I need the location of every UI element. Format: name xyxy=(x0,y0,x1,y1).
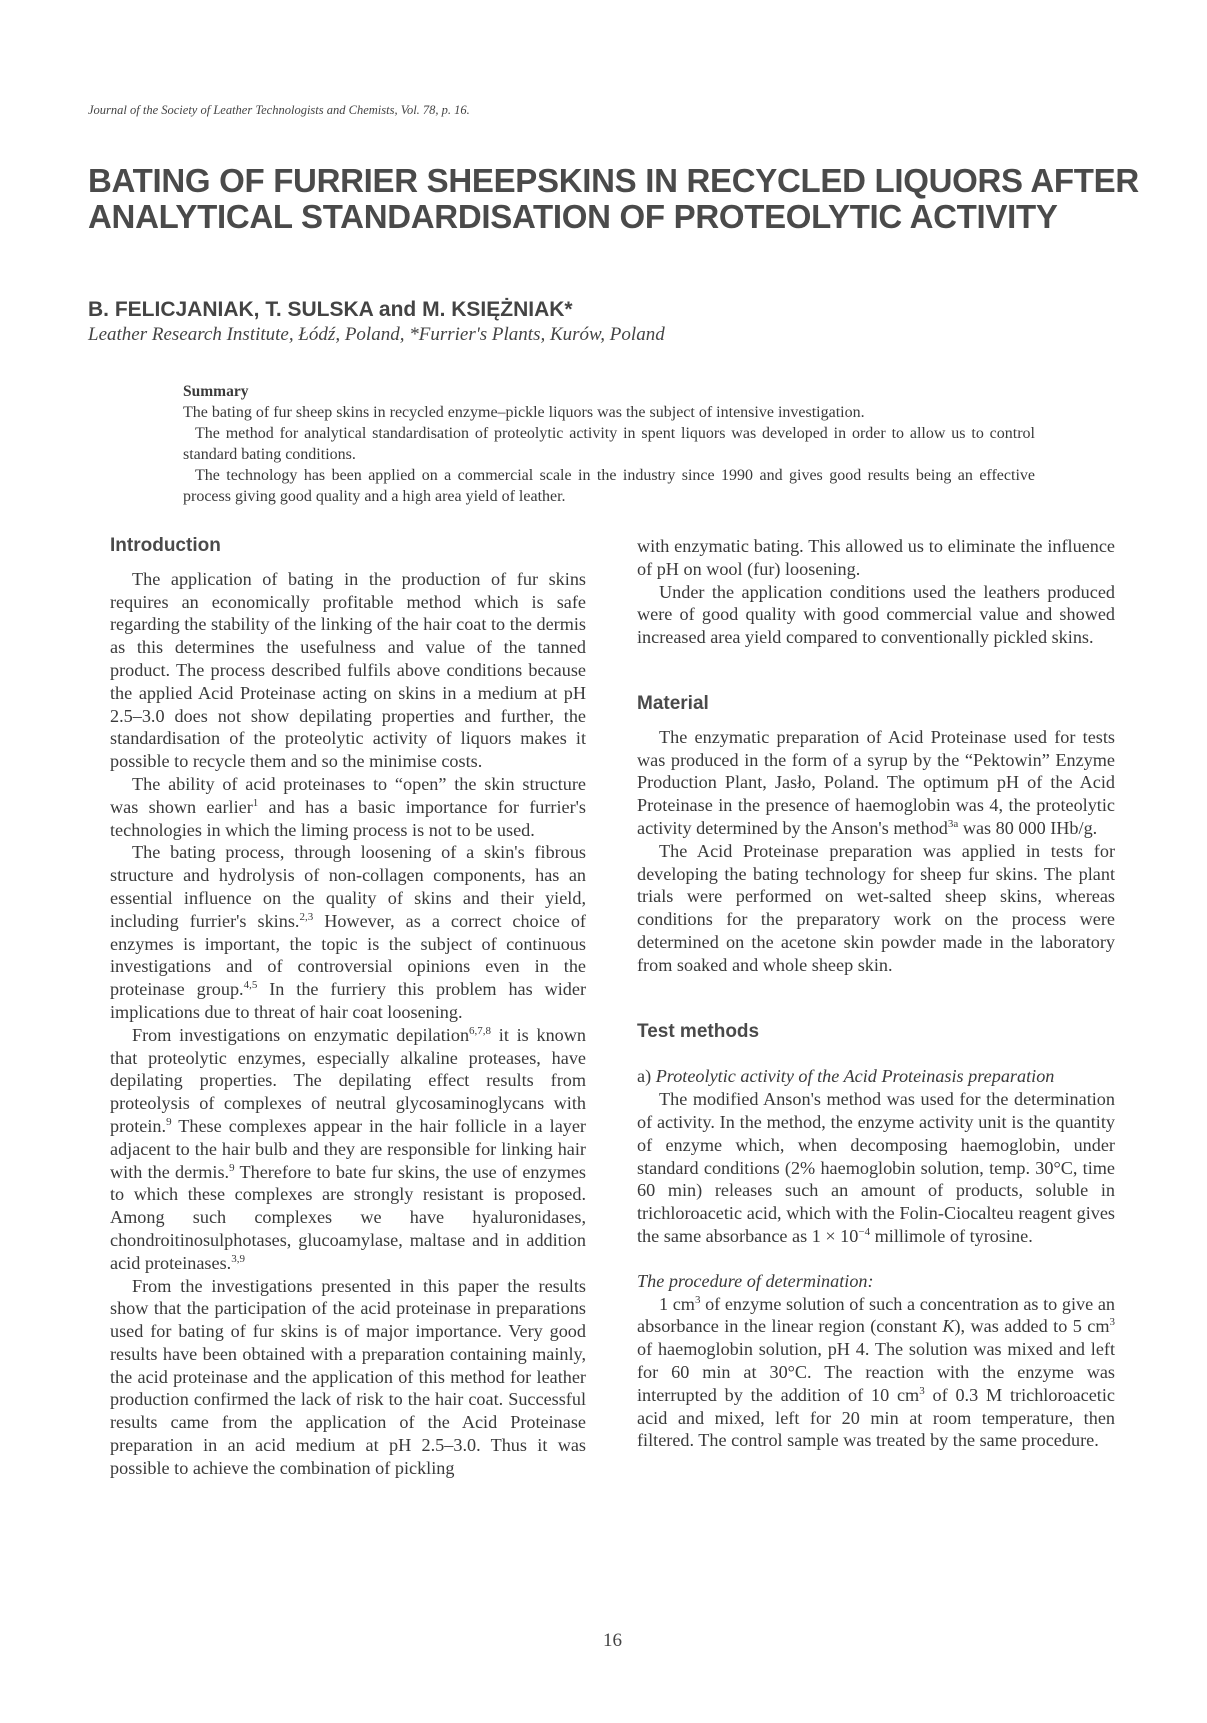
journal-reference: Journal of the Society of Leather Technologists and Chemists, Vol. 78, p. 16. xyxy=(88,103,470,117)
page-number: 16 xyxy=(603,1630,622,1651)
text-run: From investigations on enzymatic depilation xyxy=(132,1024,470,1045)
citation-ref: 6,7,8 xyxy=(469,1024,492,1037)
citation-ref: 3,9 xyxy=(231,1252,245,1265)
text-run: The bating process, through loosening of a skin's fibrous structure and hydrolysis of non-collagen components, has an essential influence on the quality of skins and their yield, including furrier's skins. xyxy=(110,842,586,931)
body-paragraph: From the investigations presented in this paper the results show that the participation of the acid proteinase in preparations used for bating of fur skins is of major importance. Very good results have been obtained with a preparation containing mainly, the acid proteinase and the application of this method for leather production confirmed the lack of risk to the hair coat. Successful results came from the application of the Acid Proteinase preparation in an acid medium at pH 2.5–3.0. Thus it was possible to achieve the combination of pickling xyxy=(110,1275,586,1478)
text-run: millimole of tyrosine. xyxy=(870,1225,1033,1246)
body-paragraph: Under the application conditions used the leathers produced were of good quality with good commercial value and showed increased area yield compared to conventionally pickled skins. xyxy=(637,581,1115,648)
exponent: 3 xyxy=(919,1384,925,1397)
text-run: 1 cm xyxy=(659,1293,695,1314)
subsection-heading xyxy=(637,1065,1115,1088)
subsection-title: Proteolytic activity of the Acid Proteinasis preparation xyxy=(655,1066,1055,1087)
body-paragraph-continued: with enzymatic bating. This allowed us to eliminate the influence of pH on wool (fur) loosening. xyxy=(637,536,1115,579)
constant-symbol: K xyxy=(942,1316,955,1337)
procedure-heading: The procedure of determination: xyxy=(637,1270,874,1291)
summary-paragraph: The method for analytical standardisation of proteolytic activity in spent liquors was developed in order to allow us to control standard bating conditions. xyxy=(183,425,1035,463)
material-heading: Material xyxy=(637,692,709,714)
body-paragraph xyxy=(110,773,586,841)
citation-ref: 1 xyxy=(252,796,259,809)
introduction-heading: Introduction xyxy=(110,535,221,556)
citation-ref: 9 xyxy=(229,1161,235,1174)
left-column xyxy=(110,535,586,1480)
citation-ref: 3a xyxy=(947,817,959,830)
text-run: The ability of acid proteinases to “open” the skin structure was shown earlier xyxy=(110,773,586,817)
summary-paragraph: The technology has been applied on a commercial scale in the industry since 1990 and gives good results being an effective process giving good quality and a high area yield of leather. xyxy=(183,467,1035,505)
text-run: ), was added to 5 cm xyxy=(954,1316,1110,1337)
body-paragraph xyxy=(110,1024,586,1275)
body-paragraph xyxy=(637,1293,1115,1453)
text-run: The modified Anson's method was used for the determination of activity. In the method, the enzyme activity unit is the quantity of enzyme which, when decomposing haemoglobin, under standard conditions (2% haemoglobin solution, temp. 30°C, time 60 min) releases such an amount of products, soluble in trichloroacetic acid, which with the Folin-Ciocalteu reagent gives the same absorbance as 1 × 10 xyxy=(637,1089,1115,1246)
article-title: BATING OF FURRIER SHEEPSKINS IN RECYCLED LIQUORS AFTER ANALYTICAL STANDARDISATION OF PROTEOLYTIC ACTIVITY xyxy=(88,162,1139,235)
summary-paragraph: The bating of fur sheep skins in recycled enzyme–pickle liquors was the subject of intensive investigation. xyxy=(183,404,865,421)
subsection-label: a) xyxy=(637,1066,656,1087)
citation-ref: 2,3 xyxy=(299,910,314,923)
body-paragraph xyxy=(637,1088,1115,1248)
exponent: 3 xyxy=(694,1293,701,1306)
exponent: 3 xyxy=(1109,1316,1115,1329)
authors: B. FELICJANIAK, T. SULSKA and M. KSIĘŻNIAK* xyxy=(88,298,573,321)
body-paragraph: The application of bating in the production of fur skins requires an economically profitable method which is safe regarding the stability of the linking of the hair coat to the dermis as this determines the usefulness and value of the tanned product. The process described fulfils above conditions because the applied Acid Proteinase acting on skins in a medium at pH 2.5–3.0 does not show depilating properties and further, the standardisation of the proteolytic activity of liquors makes it possible to recycle them and so the minimise costs. xyxy=(110,568,586,772)
text-run: was 80 000 IHb/g. xyxy=(958,817,1098,838)
exponent: −4 xyxy=(858,1225,871,1238)
right-column xyxy=(637,535,1115,1452)
affiliation: Leather Research Institute, Łódź, Poland, *Furrier's Plants, Kurów, Poland xyxy=(88,324,665,345)
text-run: of haemoglobin solution, pH 4. The solution was mixed and left for 60 min at 30°C. The reaction with the enzyme was interrupted by the addition of 10 cm xyxy=(637,1339,1115,1405)
summary-block xyxy=(183,381,1035,507)
body-paragraph xyxy=(110,841,586,1023)
body-paragraph xyxy=(637,726,1115,840)
text-run: and has a basic importance for furrier's technologies in which the liming process is not to be used. xyxy=(110,796,586,840)
text-run: In the furriery this problem has wider implications due to threat of hair coat loosening. xyxy=(110,979,587,1022)
text-run: it is known that proteolytic enzymes, especially alkaline proteases, have depilating properties. The depilating effect results from proteolysis of complexes of neutral glycosaminoglycans with protein. xyxy=(110,1024,586,1136)
text-run: Therefore to bate fur skins, the use of enzymes to which these complexes are strongly resistant is proposed. Among such complexes we have hyaluronidases, chondroitinosulphotases, glucoamylase, maltase and in addition acid proteinases. xyxy=(110,1161,586,1273)
summary-heading: Summary xyxy=(183,383,249,400)
text-run: of enzyme solution of such a concentration as to give an absorbance in the linear region (constant xyxy=(637,1293,1115,1337)
citation-ref: 9 xyxy=(166,1115,172,1128)
text-run: However, as a correct choice of enzymes is important, the topic is the subject of continuous investigations and of controversial opinions even in the proteinase group. xyxy=(110,910,586,1000)
test-methods-heading: Test methods xyxy=(637,1020,760,1042)
citation-ref: 4,5 xyxy=(243,979,258,992)
text-run: of 0.3 M trichloroacetic acid and mixed, left for 20 min at room temperature, then filtered. The control sample was treated by the same procedure. xyxy=(637,1384,1115,1451)
text-run: The enzymatic preparation of Acid Proteinase used for tests was produced in the form of a syrup by the “Pektowin” Enzyme Production Plant, Jasło, Poland. The optimum pH of the Acid Proteinase in the presence of haemoglobin was 4, the proteolytic activity determined by the Anson's method xyxy=(637,726,1115,838)
text-run: These complexes appear in the hair follicle in a layer adjacent to the hair bulb and they are responsible for linking hair with the dermis. xyxy=(110,1115,586,1182)
body-paragraph: The Acid Proteinase preparation was applied in tests for developing the bating technology for sheep fur skins. The plant trials were performed on wet-salted sheep skins, whereas conditions for the preparatory work on the process were determined on the acetone skin powder made in the laboratory from soaked and whole sheep skin. xyxy=(637,840,1115,975)
